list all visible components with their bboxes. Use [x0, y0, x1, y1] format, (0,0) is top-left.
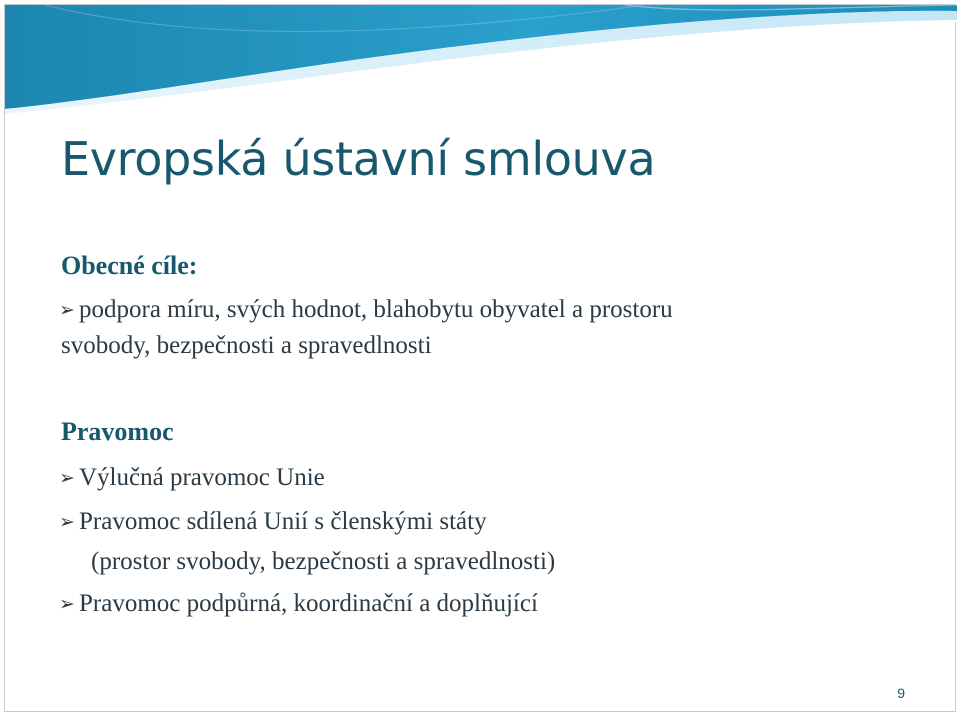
slide-title: Evropská ústavní smlouva	[61, 132, 656, 186]
section-heading-obecne-cile: Obecné cíle:	[61, 251, 198, 280]
slide	[4, 4, 956, 712]
arrow-bullet-icon: ➢	[59, 511, 75, 533]
list-item-vylucna	[59, 463, 325, 493]
section-heading-pravomoc: Pravomoc	[61, 417, 174, 446]
list-item-podpora	[59, 295, 673, 325]
list-item-podpurna	[59, 589, 538, 619]
list-item-continuation: svobody, bezpečnosti a spravedlnosti	[61, 332, 432, 359]
list-item-continuation: (prostor svobody, bezpečnosti a spravedlnosti)	[91, 548, 556, 575]
list-item-text: podpora míru, svých hodnot, blahobytu obyvatel a prostoru	[79, 296, 673, 323]
header-wave-band	[5, 5, 957, 117]
list-item-text: Výlučná pravomoc Unie	[79, 464, 325, 491]
arrow-bullet-icon: ➢	[59, 593, 75, 615]
list-item-text: Pravomoc sdílená Unií s členskými státy	[79, 508, 487, 535]
list-item-text: Pravomoc podpůrná, koordinační a doplňující	[79, 590, 538, 617]
page-number: 9	[897, 685, 905, 701]
list-item-sdilena	[59, 507, 487, 537]
arrow-bullet-icon: ➢	[59, 299, 75, 321]
arrow-bullet-icon: ➢	[59, 467, 75, 489]
